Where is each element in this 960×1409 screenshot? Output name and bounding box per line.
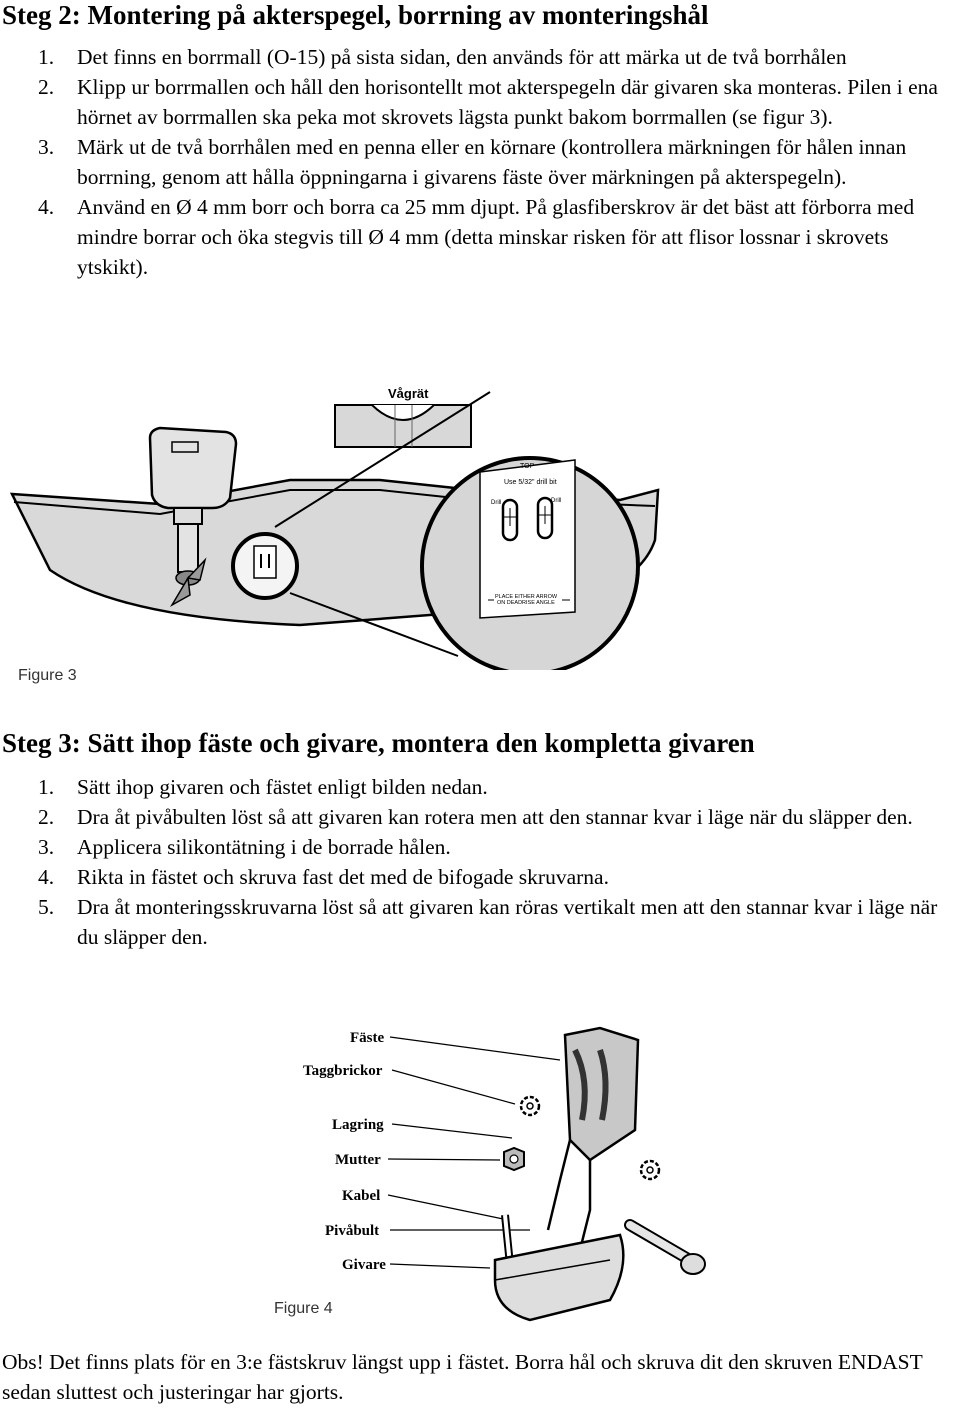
figure4-illustration — [290, 1020, 730, 1330]
step3-heading: Steg 3: Sätt ihop fäste och givare, montera den kompletta givaren — [2, 728, 755, 758]
list-item — [0, 892, 958, 952]
item-number: 1. — [38, 775, 55, 799]
label-faste: Fäste — [350, 1030, 385, 1046]
arrow-label-1: PLACE EITHER ARROW — [495, 594, 558, 600]
item-text: Det finns en borrmall (O-15) på sista sidan, den används för att märka ut de två borrhålen — [77, 45, 847, 69]
item-text: Dra åt monteringsskruvarna löst så att givaren kan röras vertikalt men att den stannar kvar i läge när du släpper den. — [77, 895, 938, 949]
template-top-label: TOP — [520, 463, 535, 470]
item-number: 2. — [38, 805, 55, 829]
item-number: 3. — [38, 835, 55, 859]
list-item — [0, 132, 958, 192]
transducer — [495, 1215, 623, 1320]
label-lagring: Lagring — [332, 1117, 384, 1133]
figure3-caption: Figure 3 — [18, 667, 77, 684]
level-label: Vågrät — [388, 386, 429, 401]
list-item — [0, 72, 958, 132]
nut — [504, 1148, 524, 1170]
note-text: Obs! Det finns plats för en 3:e fästskruv längst upp i fästet. Borra hål och skruva dit den skruven ENDAST sedan sluttest och justeringar har gjorts. — [2, 1350, 923, 1404]
label-kabel: Kabel — [342, 1188, 381, 1204]
label-mutter: Mutter — [335, 1152, 381, 1168]
item-number: 2. — [38, 75, 55, 99]
pivot-bolt — [630, 1225, 705, 1274]
step2-heading: Steg 2: Montering på akterspegel, borrning av monteringshål — [2, 0, 709, 30]
label-taggbrickor: Taggbrickor — [303, 1063, 383, 1079]
list-item — [0, 832, 958, 862]
item-text: Dra åt pivåbulten löst så att givaren kan rotera men att den stannar kvar i läge när du släpper den. — [77, 805, 913, 829]
item-text: Märk ut de två borrhålen med en penna eller en körnare (kontrollera märkningen för hålen innan borrning, genom att hålla öppningarna i givarens fäste över märkningen på akterspegeln). — [77, 135, 907, 189]
tooth-washer — [641, 1161, 659, 1179]
item-text: Sätt ihop givaren och fästet enligt bilden nedan. — [77, 775, 488, 799]
drill-label-left: Drill — [491, 500, 502, 506]
figure3-illustration — [0, 380, 960, 670]
label-givare: Givare — [342, 1257, 386, 1273]
item-text: Applicera silikontätning i de borrade hålen. — [77, 835, 451, 859]
item-number: 3. — [38, 135, 55, 159]
list-item — [0, 862, 958, 892]
zoom-detail-circle — [422, 458, 638, 670]
label-pivabult: Pivåbult — [325, 1223, 380, 1239]
tooth-washer — [521, 1097, 539, 1115]
bracket — [548, 1028, 638, 1250]
list-item — [0, 802, 958, 832]
figure4-caption: Figure 4 — [274, 1300, 333, 1317]
item-number: 1. — [38, 45, 55, 69]
template-bit-label: Use 5/32" drill bit — [504, 479, 557, 486]
list-item — [0, 772, 958, 802]
step3-list — [0, 772, 958, 952]
list-item — [0, 42, 958, 72]
item-number: 4. — [38, 195, 55, 219]
list-item — [0, 192, 958, 282]
item-text: Använd en Ø 4 mm borr och borra ca 25 mm djupt. På glasfiberskrov är det bäst att förborra med mindre borrar och öka stegvis till Ø 4 mm (detta minskar risken för att flisor lossnar i skrovets ytskikt). — [77, 195, 915, 279]
item-number: 4. — [38, 865, 55, 889]
item-text: Klipp ur borrmallen och håll den horisontellt mot akterspegeln där givaren ska monteras. Pilen i ena hörnet av borrmallen ska peka mot skrovets lägsta punkt bakom borrmallen (se figur 3). — [77, 75, 938, 129]
arrow-label-2: ON DEADRISE ANGLE — [497, 600, 555, 606]
drill-label-right: Drill — [551, 498, 562, 504]
item-number: 5. — [38, 895, 55, 919]
item-text: Rikta in fästet och skruva fast det med de bifogade skruvarna. — [77, 865, 609, 889]
step2-list — [0, 42, 958, 282]
